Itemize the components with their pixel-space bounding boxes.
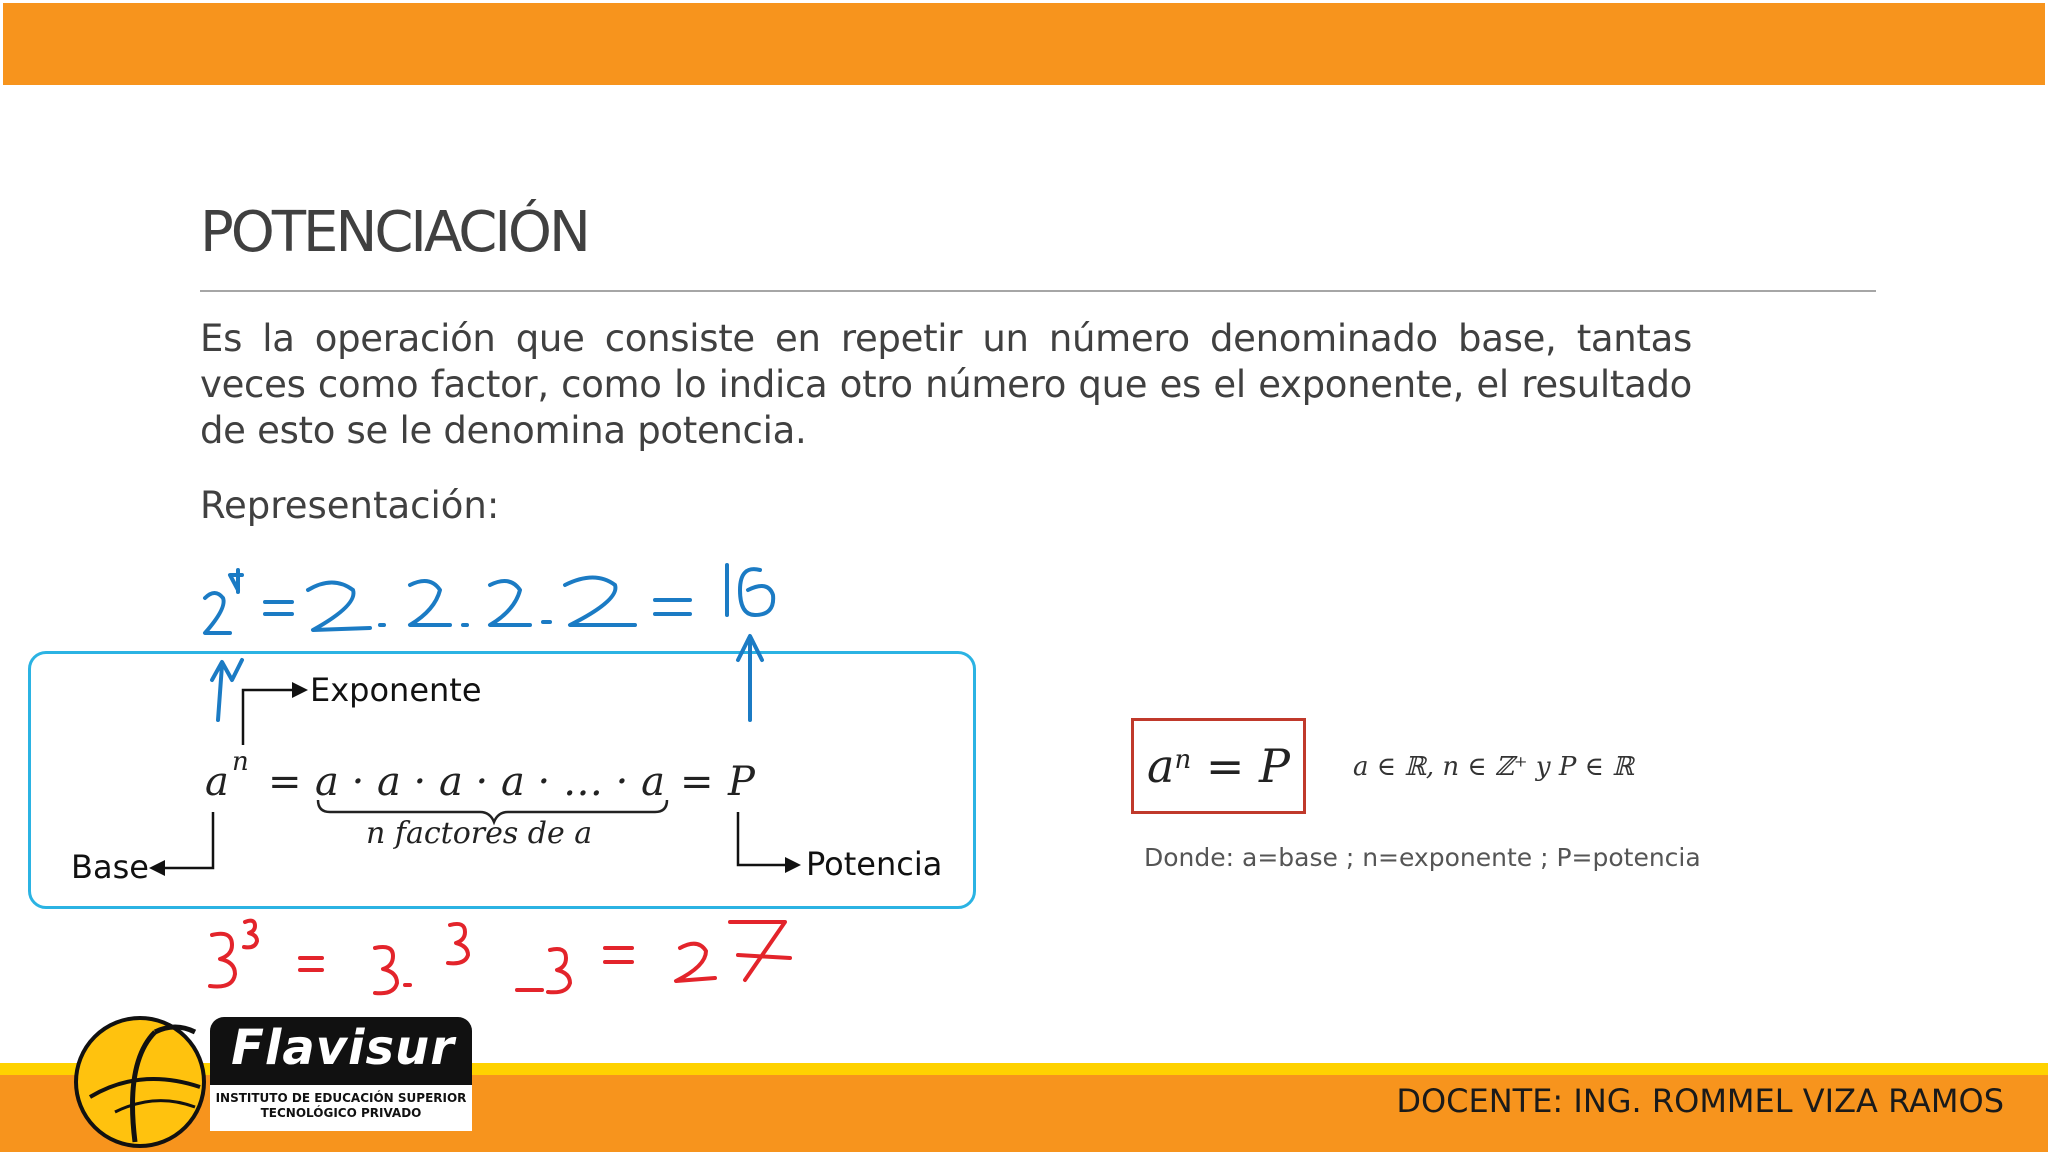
exponent-label: Exponente — [310, 671, 482, 709]
svg-text:n: n — [232, 747, 249, 777]
svg-text:a · a · a · a · … · a: a · a · a · a · … · a — [315, 759, 665, 805]
svg-text:a: a — [205, 759, 229, 805]
boxed-formula: a $^n$ = P — [1131, 718, 1306, 814]
donde-legend: Donde: a=base ; n=exponente ; P=potencia — [1144, 843, 1701, 872]
definition-paragraph: Es la operación que consiste en repetir un número denominado base, tantas veces como factor, como lo indica otro número que es el exponente, el resultado de esto se le denomina potencia. — [200, 317, 1692, 452]
red-handwriting — [210, 921, 790, 994]
docente-credit: DOCENTE: ING. ROMMEL VIZA RAMOS — [1396, 1082, 2004, 1120]
potencia-label: Potencia — [806, 845, 943, 883]
svg-text:=: = — [268, 759, 302, 805]
logo-subtitle-line1: INSTITUTO DE EDUCACIÓN SUPERIOR — [215, 1091, 467, 1105]
svg-text:P: P — [728, 759, 755, 805]
slide-title: POTENCIACIÓN — [200, 200, 588, 265]
svg-text:=: = — [680, 759, 714, 805]
logo-subtitle — [210, 1085, 472, 1131]
logo-subtitle-line2: TECNOLÓGICO PRIVADO — [260, 1106, 422, 1120]
blue-handwriting — [205, 565, 773, 720]
base-label: Base — [71, 848, 149, 886]
logo-name: Flavisur — [231, 1020, 455, 1076]
factors-caption: n factores de a — [366, 816, 593, 851]
representation-label: Representación: — [200, 484, 500, 527]
flavisur-emblem-icon — [60, 1002, 230, 1152]
domain-statement: a ∈ ℝ, n ∈ ℤ⁺ y P ∈ ℝ — [1353, 752, 1634, 782]
